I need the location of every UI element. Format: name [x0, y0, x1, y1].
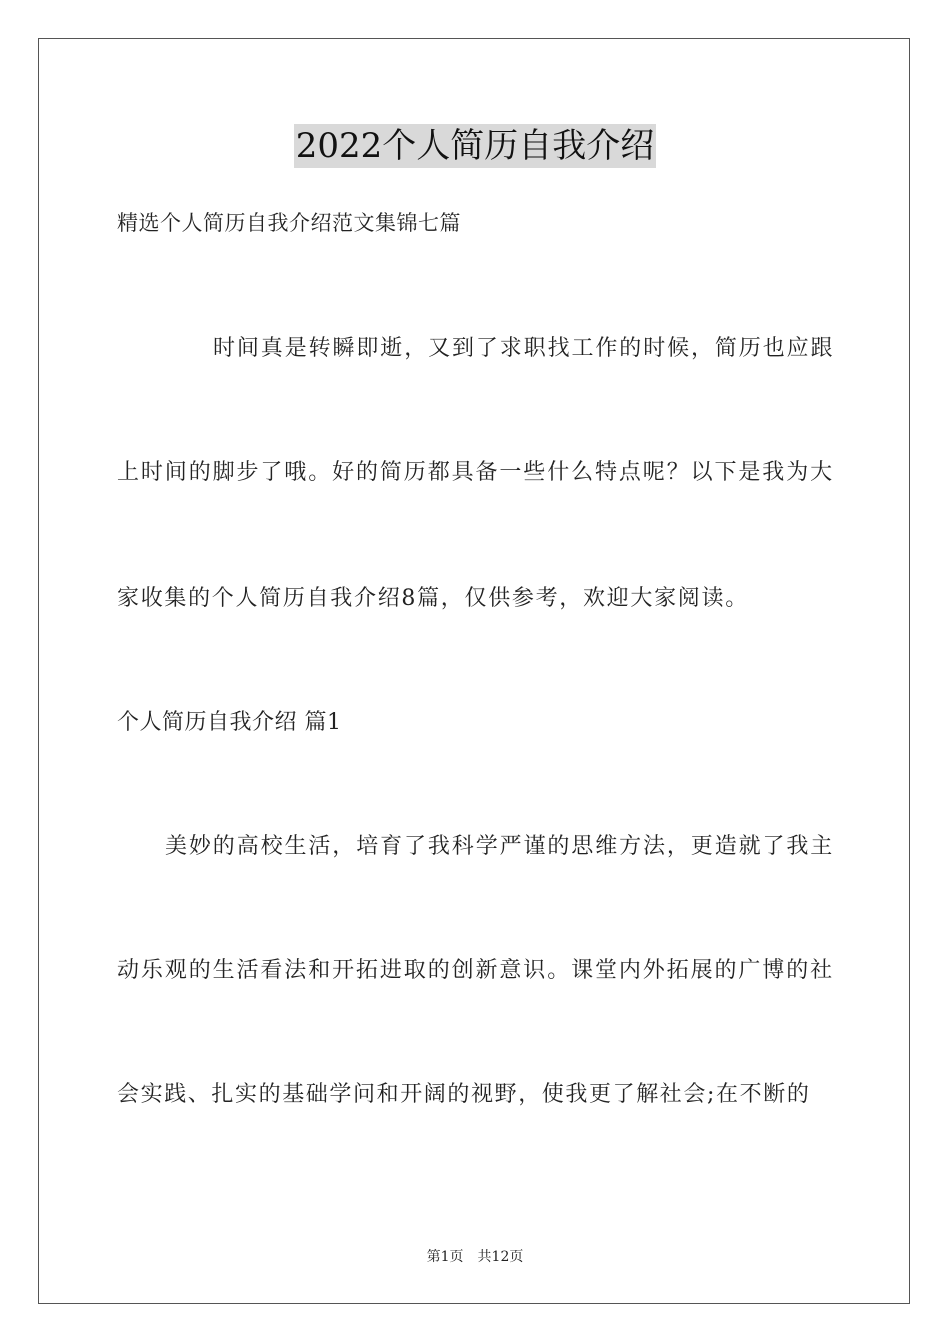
section-line-2: 动乐观的生活看法和开拓进取的创新意识。课堂内外拓展的广博的社 [117, 958, 835, 983]
title-container [0, 124, 950, 168]
section-line-3: 会实践、扎实的基础学问和开阔的视野，使我更了解社会;在不断的 [117, 1082, 811, 1107]
intro-line-1: 时间真是转瞬即逝，又到了求职找工作的时候，简历也应跟 [213, 336, 835, 361]
section-heading: 个人简历自我介绍 篇1 [117, 710, 342, 735]
intro-line-3: 家收集的个人简历自我介绍8篇，仅供参考，欢迎大家阅读。 [117, 586, 749, 611]
page-total: 共12页 [477, 1249, 524, 1265]
document-subtitle: 精选个人简历自我介绍范文集锦七篇 [117, 211, 461, 235]
page-footer [0, 1248, 950, 1266]
page-number: 第1页 [426, 1249, 464, 1265]
section-line-1: 美妙的高校生活，培育了我科学严谨的思维方法，更造就了我主 [165, 834, 835, 859]
intro-line-2: 上时间的脚步了哦。好的简历都具备一些什么特点呢？以下是我为大 [117, 460, 835, 485]
document-title: 2022个人简历自我介绍 [295, 126, 655, 166]
